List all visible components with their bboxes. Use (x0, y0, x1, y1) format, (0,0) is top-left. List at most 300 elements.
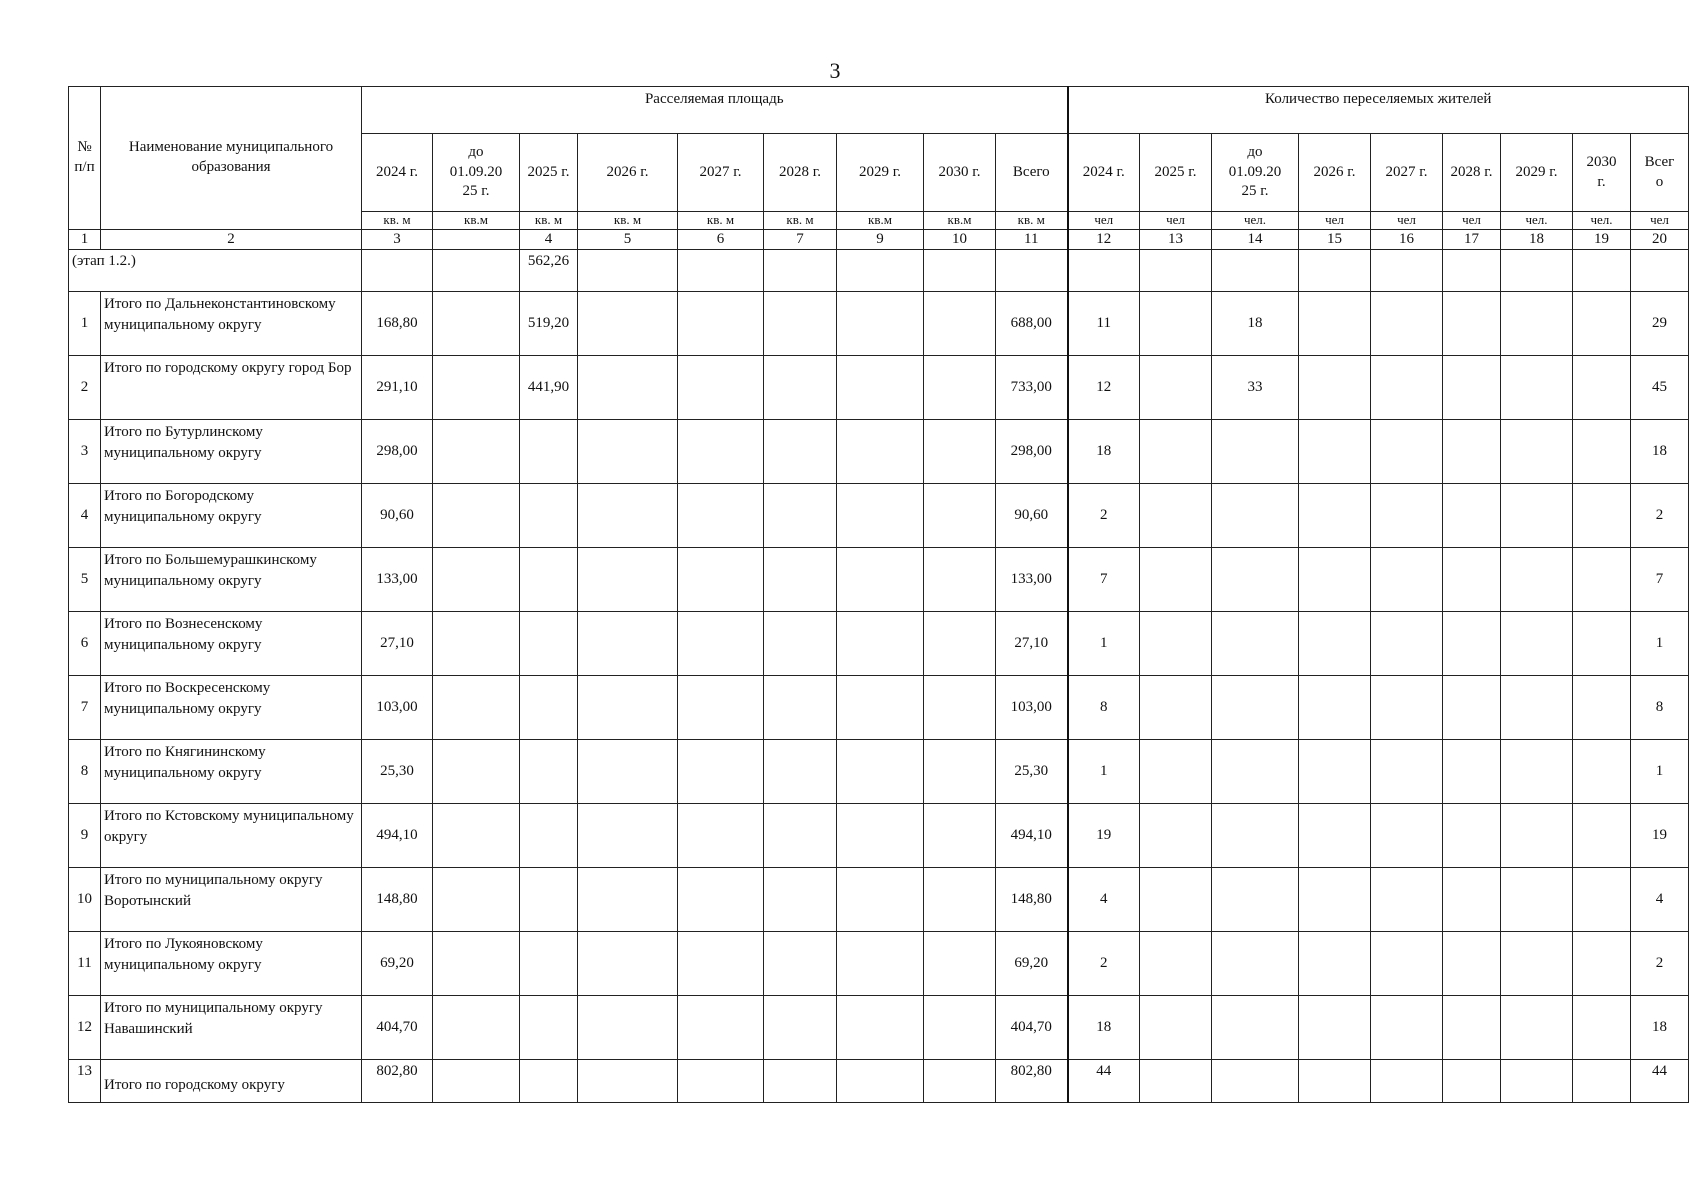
area-value (433, 868, 520, 932)
area-value (678, 548, 764, 612)
area-value (578, 1060, 678, 1103)
area-value (924, 868, 996, 932)
area-value: 148,80 (996, 868, 1068, 932)
area-value: 802,80 (362, 1060, 433, 1103)
table-row (69, 356, 1689, 420)
area-value (764, 804, 837, 868)
people-value (1371, 292, 1443, 356)
table-row (69, 548, 1689, 612)
area-value: 69,20 (362, 932, 433, 996)
people-value: 44 (1068, 1060, 1140, 1103)
people-value: 4 (1631, 868, 1689, 932)
people-value: 11 (1068, 292, 1140, 356)
area-value (837, 932, 924, 996)
area-value (764, 868, 837, 932)
row-number: 3 (69, 420, 101, 484)
people-value: 44 (1631, 1060, 1689, 1103)
area-value: 519,20 (520, 292, 578, 356)
area-value (433, 676, 520, 740)
people-value: 33 (1212, 356, 1299, 420)
area-value: 103,00 (996, 676, 1068, 740)
area-value (924, 740, 996, 804)
area-value (764, 420, 837, 484)
people-value: 1 (1631, 612, 1689, 676)
area-value (678, 804, 764, 868)
area-value (924, 420, 996, 484)
area-value (764, 612, 837, 676)
area-unit: кв.м (837, 212, 924, 230)
municipality-name: Итого по Богородскому муниципальному округу (101, 484, 362, 548)
page-number: 3 (829, 58, 841, 83)
area-value (837, 356, 924, 420)
people-value: 1 (1068, 612, 1140, 676)
municipality-name: Итого по Воскресенскому муниципальному округу (101, 676, 362, 740)
people-value: 19 (1068, 804, 1140, 868)
area-value: 404,70 (362, 996, 433, 1060)
people-value: 2 (1068, 484, 1140, 548)
people-value (1140, 612, 1212, 676)
people-value: 7 (1068, 548, 1140, 612)
people-unit: чел (1299, 212, 1371, 230)
area-value: 27,10 (362, 612, 433, 676)
table-row (69, 996, 1689, 1060)
area-value (433, 484, 520, 548)
people-value (1443, 932, 1501, 996)
area-year-header: 2027 г. (678, 134, 764, 212)
area-value (520, 676, 578, 740)
people-value (1573, 420, 1631, 484)
people-value (1140, 868, 1212, 932)
area-value (578, 868, 678, 932)
row-number: 8 (69, 740, 101, 804)
area-value (433, 548, 520, 612)
col-header-name: Наименование муниципального образования (101, 87, 362, 230)
table-row (69, 292, 1689, 356)
area-value (520, 868, 578, 932)
row-number: 4 (69, 484, 101, 548)
municipality-name: Итого по муниципальному округу Навашинский (101, 996, 362, 1060)
area-value (578, 804, 678, 868)
people-value (1573, 1060, 1631, 1103)
people-value (1443, 292, 1501, 356)
people-value (1501, 356, 1573, 420)
people-value (1371, 676, 1443, 740)
area-value (764, 1060, 837, 1103)
people-year-header: 2024 г. (1068, 134, 1140, 212)
municipality-name: Итого по Дальнеконстантиновскому муниципальному округу (101, 292, 362, 356)
area-value (433, 420, 520, 484)
area-value (433, 1060, 520, 1103)
people-value (1573, 868, 1631, 932)
area-value: 90,60 (996, 484, 1068, 548)
people-value: 18 (1631, 420, 1689, 484)
column-number: 3 (362, 229, 433, 250)
people-value (1212, 932, 1299, 996)
area-value (433, 996, 520, 1060)
area-value: 27,10 (996, 612, 1068, 676)
people-value (1371, 420, 1443, 484)
area-value (837, 868, 924, 932)
area-value (578, 676, 678, 740)
people-value: 19 (1631, 804, 1689, 868)
area-value (924, 548, 996, 612)
municipality-name: Итого по Большемурашкинскому муниципальному округу (101, 548, 362, 612)
people-value (1140, 676, 1212, 740)
area-value: 688,00 (996, 292, 1068, 356)
area-value (924, 356, 996, 420)
people-value: 12 (1068, 356, 1140, 420)
area-unit: кв. м (362, 212, 433, 230)
area-value (578, 996, 678, 1060)
area-value (837, 740, 924, 804)
area-unit: кв. м (678, 212, 764, 230)
people-value: 8 (1631, 676, 1689, 740)
people-value (1443, 484, 1501, 548)
people-value (1299, 548, 1371, 612)
people-value: 2 (1068, 932, 1140, 996)
row-number: 7 (69, 676, 101, 740)
area-value: 494,10 (362, 804, 433, 868)
area-value (837, 676, 924, 740)
area-value (578, 420, 678, 484)
table-row (69, 932, 1689, 996)
row-number: 10 (69, 868, 101, 932)
area-value (678, 292, 764, 356)
people-value (1501, 932, 1573, 996)
column-number: 19 (1573, 229, 1631, 250)
area-value (520, 740, 578, 804)
area-value: 90,60 (362, 484, 433, 548)
people-value: 1 (1631, 740, 1689, 804)
people-unit: чел. (1212, 212, 1299, 230)
column-number: 11 (996, 229, 1068, 250)
area-unit: кв.м (924, 212, 996, 230)
people-value (1573, 676, 1631, 740)
people-value: 18 (1212, 292, 1299, 356)
area-value (764, 740, 837, 804)
table-row (69, 420, 1689, 484)
area-unit: кв. м (764, 212, 837, 230)
people-value (1299, 484, 1371, 548)
area-value (924, 996, 996, 1060)
column-number: 10 (924, 229, 996, 250)
row-number: 9 (69, 804, 101, 868)
column-number: 7 (764, 229, 837, 250)
area-value (433, 932, 520, 996)
area-value (924, 676, 996, 740)
people-unit: чел. (1501, 212, 1573, 230)
area-value (578, 292, 678, 356)
area-value (924, 484, 996, 548)
area-value (837, 484, 924, 548)
people-year-header: 2027 г. (1371, 134, 1443, 212)
area-value (678, 996, 764, 1060)
people-value (1299, 740, 1371, 804)
people-value (1573, 932, 1631, 996)
people-value (1140, 420, 1212, 484)
people-value (1371, 548, 1443, 612)
people-value (1299, 292, 1371, 356)
area-value (678, 420, 764, 484)
people-value (1299, 996, 1371, 1060)
area-value (764, 484, 837, 548)
municipality-name: Итого по муниципальному округу Воротынский (101, 868, 362, 932)
row-number: 12 (69, 996, 101, 1060)
people-value (1501, 676, 1573, 740)
column-number: 2 (101, 229, 362, 250)
people-value (1443, 676, 1501, 740)
area-value (678, 612, 764, 676)
row-number: 13 (69, 1060, 101, 1103)
area-value: 298,00 (996, 420, 1068, 484)
people-value (1371, 612, 1443, 676)
area-unit: кв.м (433, 212, 520, 230)
people-value (1443, 996, 1501, 1060)
column-number (433, 229, 520, 250)
people-value (1371, 484, 1443, 548)
municipality-name: Итого по городскому округу город Бор (101, 356, 362, 420)
people-year-header: Всег о (1631, 134, 1689, 212)
people-value (1501, 740, 1573, 804)
column-number: 12 (1068, 229, 1140, 250)
area-value (520, 548, 578, 612)
area-value (764, 932, 837, 996)
area-unit: кв. м (520, 212, 578, 230)
people-value (1140, 740, 1212, 804)
stage-label: (этап 1.2.) (69, 250, 362, 292)
people-value (1443, 740, 1501, 804)
area-value (678, 676, 764, 740)
people-value (1212, 996, 1299, 1060)
area-year-header: 2025 г. (520, 134, 578, 212)
row-number: 1 (69, 292, 101, 356)
area-value: 133,00 (362, 548, 433, 612)
row-number: 11 (69, 932, 101, 996)
area-value (924, 612, 996, 676)
people-value (1501, 548, 1573, 612)
municipality-name: Итого по Вознесенскому муниципальному округу (101, 612, 362, 676)
people-value (1299, 612, 1371, 676)
people-value (1140, 356, 1212, 420)
area-value: 25,30 (362, 740, 433, 804)
area-value (837, 548, 924, 612)
people-value (1299, 1060, 1371, 1103)
people-unit: чел. (1573, 212, 1631, 230)
people-value: 4 (1068, 868, 1140, 932)
municipality-name: Итого по Княгининскому муниципальному округу (101, 740, 362, 804)
municipality-name: Итого по Кстовскому муниципальному округу (101, 804, 362, 868)
area-value (837, 612, 924, 676)
area-value (678, 484, 764, 548)
area-value: 25,30 (996, 740, 1068, 804)
area-value: 733,00 (996, 356, 1068, 420)
people-value (1212, 868, 1299, 932)
column-number: 17 (1443, 229, 1501, 250)
col-header-num: № п/п (69, 87, 101, 230)
people-value (1501, 996, 1573, 1060)
column-number: 14 (1212, 229, 1299, 250)
area-value (578, 932, 678, 996)
people-value (1212, 740, 1299, 804)
area-value: 404,70 (996, 996, 1068, 1060)
area-value (764, 292, 837, 356)
people-value (1573, 356, 1631, 420)
people-value (1299, 804, 1371, 868)
area-year-header: 2030 г. (924, 134, 996, 212)
people-value (1501, 868, 1573, 932)
area-value (837, 292, 924, 356)
area-value (924, 932, 996, 996)
people-value (1443, 420, 1501, 484)
people-value (1371, 804, 1443, 868)
area-value: 802,80 (996, 1060, 1068, 1103)
area-value (837, 804, 924, 868)
area-value (520, 484, 578, 548)
municipality-name: Итого по городскому округу (101, 1060, 362, 1103)
table-row (69, 676, 1689, 740)
area-value (678, 932, 764, 996)
row-number: 5 (69, 548, 101, 612)
area-year-header: 2029 г. (837, 134, 924, 212)
people-value (1501, 804, 1573, 868)
area-value (433, 612, 520, 676)
area-value (678, 868, 764, 932)
area-year-header: 2026 г. (578, 134, 678, 212)
area-value (837, 996, 924, 1060)
area-value (764, 548, 837, 612)
people-value (1212, 548, 1299, 612)
area-value (520, 1060, 578, 1103)
column-number: 9 (837, 229, 924, 250)
people-value (1371, 868, 1443, 932)
people-value (1212, 804, 1299, 868)
people-value (1501, 612, 1573, 676)
area-value: 291,10 (362, 356, 433, 420)
area-value (837, 1060, 924, 1103)
area-value: 441,90 (520, 356, 578, 420)
people-value (1212, 1060, 1299, 1103)
people-value: 18 (1631, 996, 1689, 1060)
area-value: 298,00 (362, 420, 433, 484)
area-value (520, 932, 578, 996)
people-year-header: до 01.09.20 25 г. (1212, 134, 1299, 212)
table-row (69, 484, 1689, 548)
row-number: 6 (69, 612, 101, 676)
people-year-header: 2025 г. (1140, 134, 1212, 212)
table-row (69, 804, 1689, 868)
area-value (837, 420, 924, 484)
column-number: 6 (678, 229, 764, 250)
column-number: 1 (69, 229, 101, 250)
column-number: 20 (1631, 229, 1689, 250)
column-number: 16 (1371, 229, 1443, 250)
people-value (1501, 292, 1573, 356)
people-value (1573, 740, 1631, 804)
area-value (924, 1060, 996, 1103)
table-row (69, 868, 1689, 932)
people-value: 1 (1068, 740, 1140, 804)
people-value (1371, 932, 1443, 996)
area-year-header: 2024 г. (362, 134, 433, 212)
column-number: 18 (1501, 229, 1573, 250)
people-value (1573, 292, 1631, 356)
people-value (1140, 804, 1212, 868)
area-value (764, 996, 837, 1060)
people-unit: чел (1068, 212, 1140, 230)
people-value (1140, 548, 1212, 612)
people-value (1140, 292, 1212, 356)
row-number: 2 (69, 356, 101, 420)
area-value (578, 356, 678, 420)
people-value (1371, 356, 1443, 420)
people-unit: чел (1631, 212, 1689, 230)
people-value (1299, 676, 1371, 740)
people-value (1299, 356, 1371, 420)
people-value (1371, 740, 1443, 804)
area-group-header: Расселяемая площадь (362, 87, 1068, 134)
people-unit: чел (1443, 212, 1501, 230)
people-value (1212, 676, 1299, 740)
area-value (578, 548, 678, 612)
area-value: 69,20 (996, 932, 1068, 996)
people-value (1212, 484, 1299, 548)
people-year-header: 2026 г. (1299, 134, 1371, 212)
area-value: 148,80 (362, 868, 433, 932)
people-year-header: 2030 г. (1573, 134, 1631, 212)
people-group-header: Количество переселяемых жителей (1068, 87, 1689, 134)
municipality-name: Итого по Лукояновскому муниципальному округу (101, 932, 362, 996)
column-number: 13 (1140, 229, 1212, 250)
people-value: 7 (1631, 548, 1689, 612)
people-value (1140, 484, 1212, 548)
area-value (433, 356, 520, 420)
area-value (433, 740, 520, 804)
area-value: 103,00 (362, 676, 433, 740)
people-value (1140, 1060, 1212, 1103)
table-row (69, 1060, 1689, 1103)
people-value: 29 (1631, 292, 1689, 356)
stage-area-2025: 562,26 (520, 250, 578, 292)
area-value (520, 804, 578, 868)
people-value: 18 (1068, 420, 1140, 484)
column-number: 15 (1299, 229, 1371, 250)
people-value (1501, 420, 1573, 484)
area-value (578, 612, 678, 676)
people-value: 2 (1631, 484, 1689, 548)
municipality-name: Итого по Бутурлинскому муниципальному округу (101, 420, 362, 484)
area-value (578, 484, 678, 548)
people-value (1140, 996, 1212, 1060)
people-value (1573, 484, 1631, 548)
area-value (924, 292, 996, 356)
area-value (678, 1060, 764, 1103)
people-value: 45 (1631, 356, 1689, 420)
people-value (1371, 996, 1443, 1060)
people-value: 18 (1068, 996, 1140, 1060)
area-value (433, 292, 520, 356)
area-value (678, 740, 764, 804)
area-value (433, 804, 520, 868)
resettlement-table (68, 86, 1689, 1103)
people-value (1573, 548, 1631, 612)
column-number: 4 (520, 229, 578, 250)
area-year-header: 2028 г. (764, 134, 837, 212)
area-value (578, 740, 678, 804)
area-year-header: до 01.09.20 25 г. (433, 134, 520, 212)
area-value: 168,80 (362, 292, 433, 356)
area-value (520, 996, 578, 1060)
people-year-header: 2029 г. (1501, 134, 1573, 212)
